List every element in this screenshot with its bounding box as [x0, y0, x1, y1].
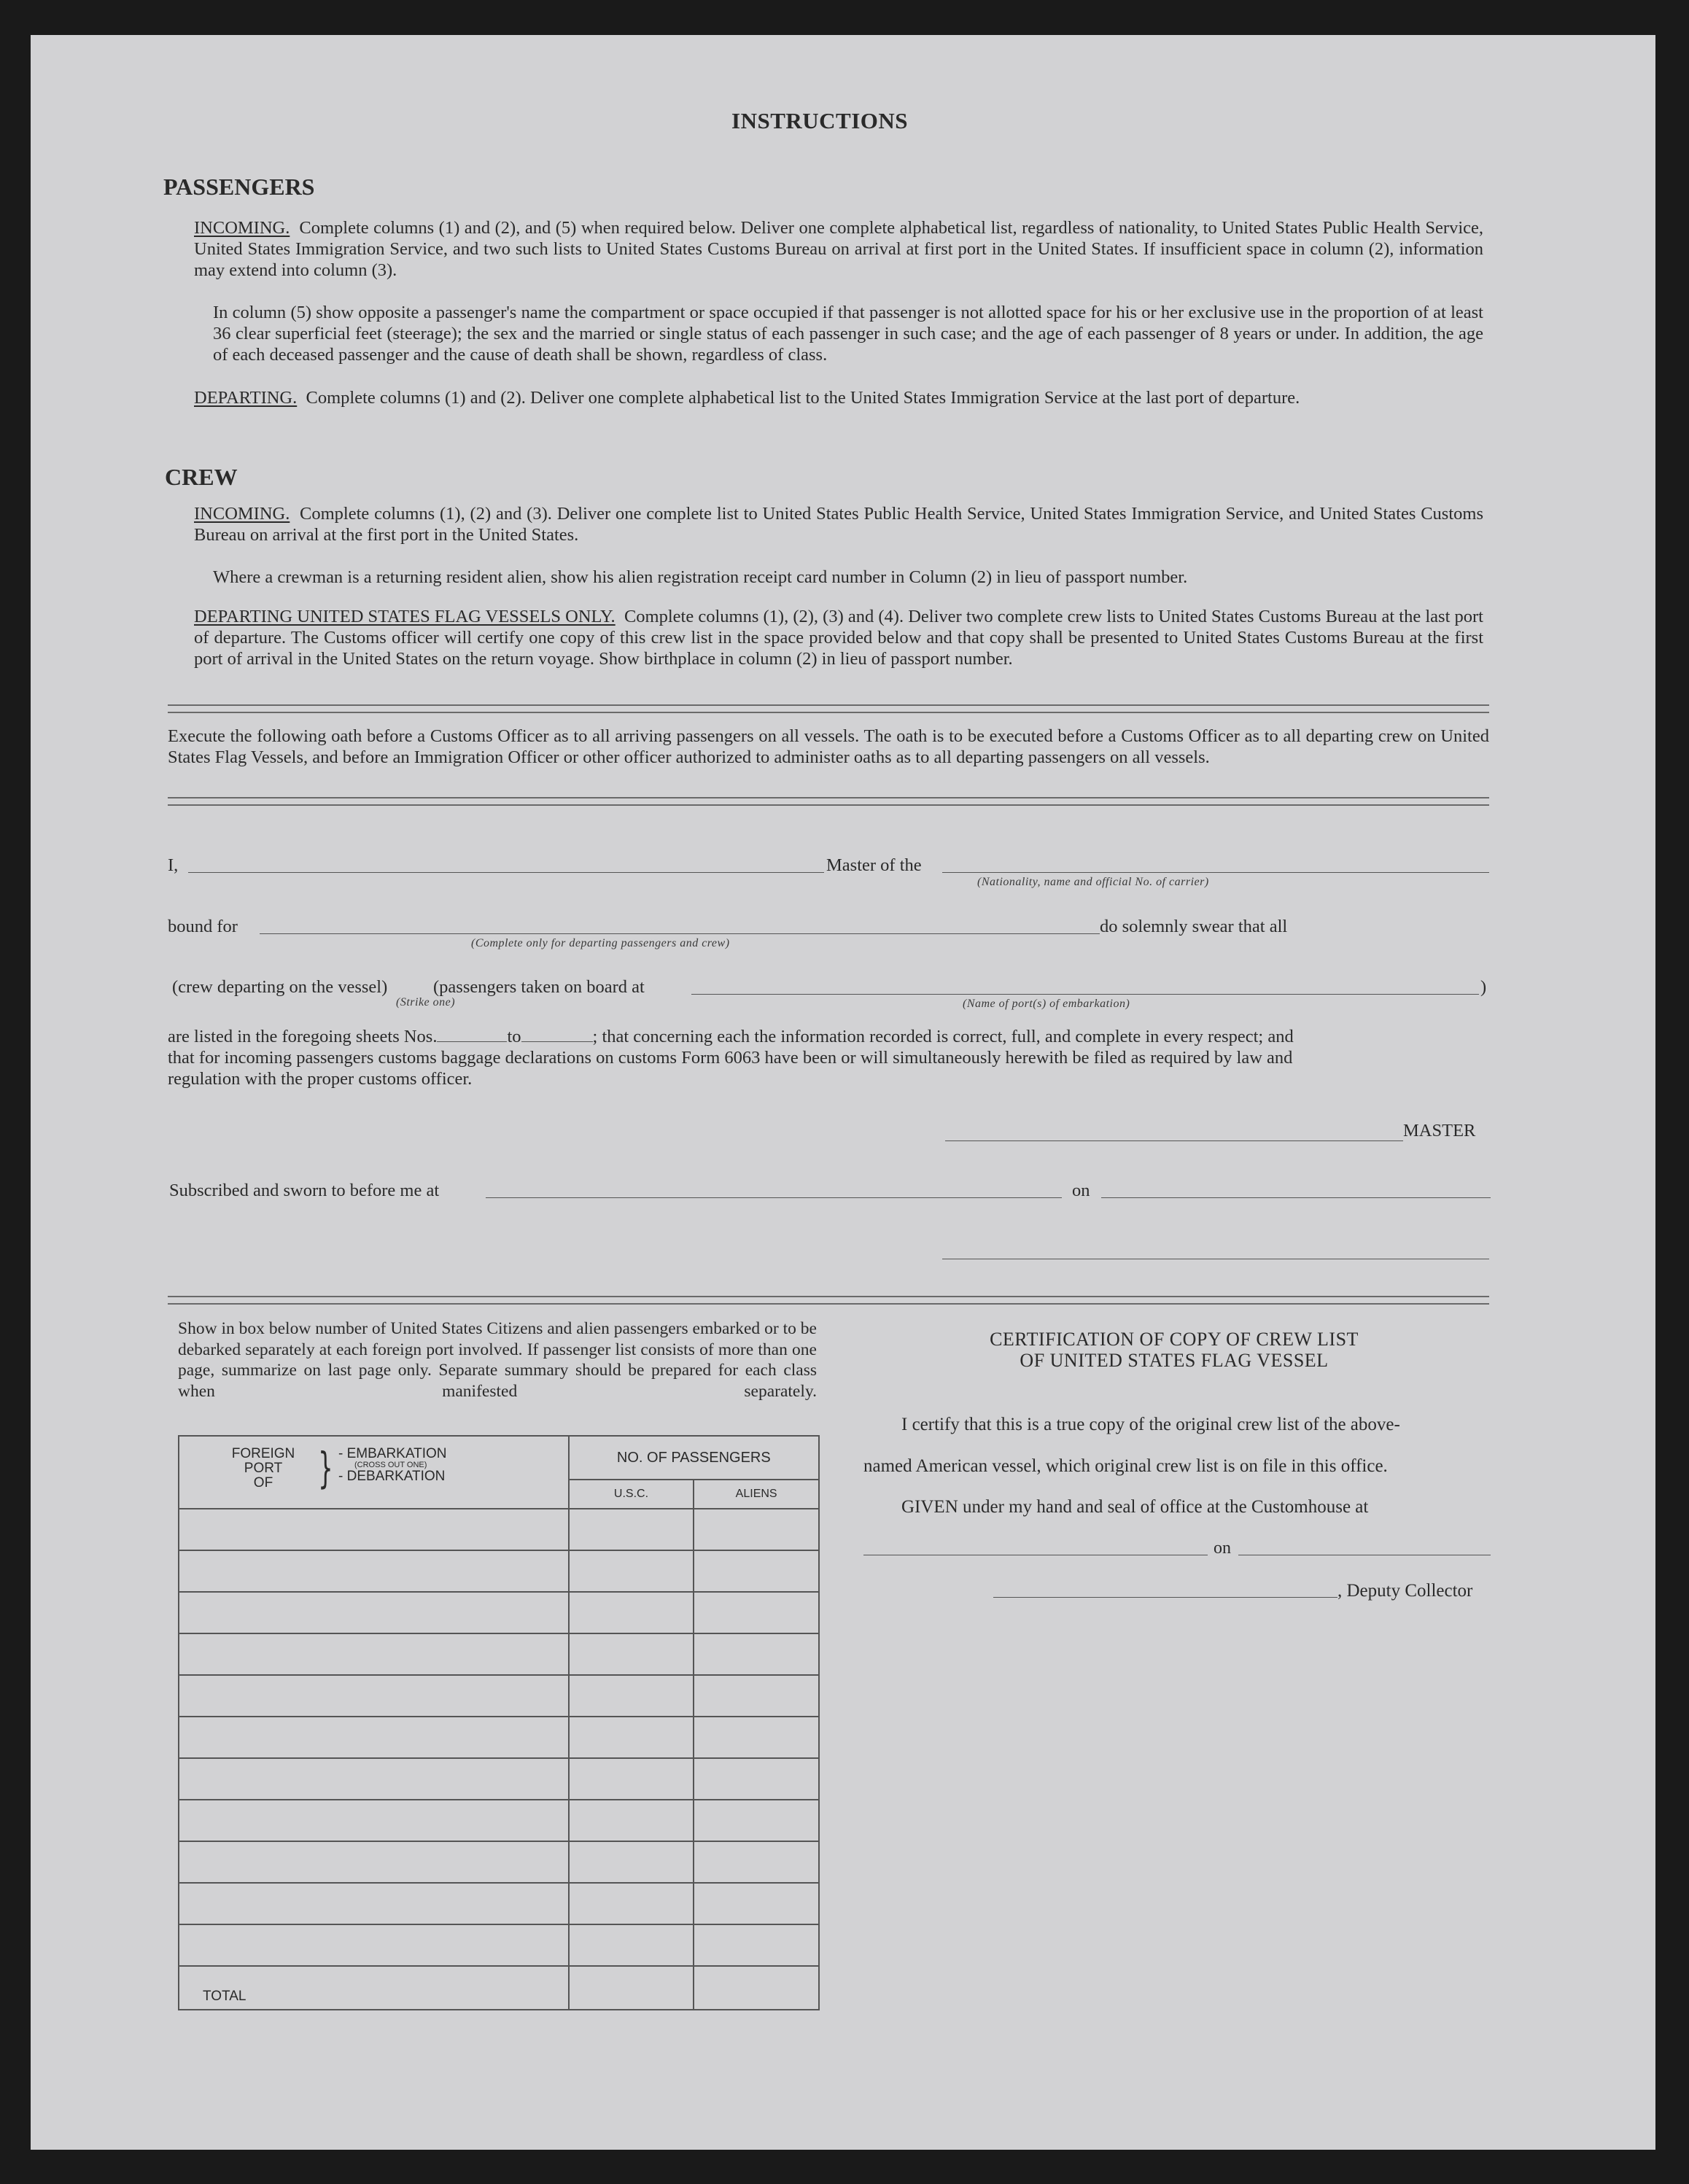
crew-departing-option[interactable]: (crew departing on the vessel): [172, 977, 388, 997]
sheets-text-a: are listed in the foregoing sheets Nos.: [168, 1027, 438, 1046]
table-row-port[interactable]: [179, 1717, 569, 1758]
total-usc[interactable]: [569, 1966, 694, 2010]
table-row-aliens[interactable]: [694, 1758, 819, 1800]
passengers-departing-paragraph: [194, 387, 1483, 408]
total-aliens[interactable]: [694, 1966, 819, 2010]
table-row-usc[interactable]: [569, 1633, 694, 1675]
carrier-field[interactable]: [942, 872, 1489, 873]
certification-title-line2: OF UNITED STATES FLAG VESSEL: [1020, 1350, 1329, 1371]
summary-instructions: Show in box below number of United States Citizens and alien passengers embarked or to be debarked separately at each foreign port involved. If passenger list consists of more than one page, summarize on last page only. Separate summary should be prepared for each class when manifested separately.: [178, 1319, 817, 1401]
passenger-summary-table: [178, 1435, 820, 2010]
table-row-usc[interactable]: [569, 1717, 694, 1758]
passengers-heading: PASSENGERS: [163, 174, 315, 200]
header-cross-out: (CROSS OUT ONE): [354, 1461, 427, 1469]
table-row-usc[interactable]: [569, 1550, 694, 1592]
do-solemnly-label: do solemnly swear that all: [1100, 917, 1288, 936]
bound-for-field[interactable]: [260, 933, 1100, 934]
execute-oath-paragraph: Execute the following oath before a Customs Officer as to all arriving passengers on all vessels. The oath is to be executed before a Customs Officer as to all departing crew on United States Flag Vessels, and before an Immigration Officer or other officer authorized to administer oaths as to all departing passengers on all vessels.: [168, 726, 1489, 767]
passengers-column5-paragraph: In column (5) show opposite a passenger's name the compartment or space occupied if that passenger is not allotted space for his or her exclusive use in the proportion of at least 36 clear superficial feet (steerage); the sex and the married or single status of each passenger in such case; and the age of each passenger of 8 years or under. In addition, the age of each deceased passenger and the cause of death shall be shown, regardless of class.: [213, 303, 1483, 365]
table-row-port[interactable]: [179, 1883, 569, 1924]
embarkation-port-field[interactable]: [691, 994, 1479, 995]
sheet-from-field[interactable]: [437, 1041, 507, 1042]
table-row-aliens[interactable]: [694, 1509, 819, 1550]
passengers-taken-option[interactable]: (passengers taken on board at: [433, 977, 645, 997]
sworn-date-field[interactable]: [1101, 1197, 1491, 1198]
bound-for-label: bound for: [168, 917, 238, 936]
header-aliens: ALIENS: [694, 1480, 819, 1509]
sheets-line: [168, 1027, 1294, 1047]
total-label: TOTAL: [179, 1966, 569, 2010]
header-no-passengers: NO. OF PASSENGERS: [569, 1436, 819, 1480]
complete-only-caption: (Complete only for departing passengers and crew): [471, 937, 730, 949]
header-of: OF: [253, 1475, 273, 1491]
table-row-port[interactable]: [179, 1675, 569, 1717]
table-row-aliens[interactable]: [694, 1924, 819, 1966]
certification-title: [868, 1329, 1480, 1371]
table-row-port[interactable]: [179, 1924, 569, 1966]
double-rule-divider: [168, 797, 1489, 806]
sworn-place-field[interactable]: [486, 1197, 1062, 1198]
header-embarkation: - EMBARKATION: [338, 1446, 447, 1461]
table-row-port[interactable]: [179, 1841, 569, 1883]
oath-i-label: I,: [168, 855, 179, 875]
master-label: MASTER: [1403, 1121, 1476, 1140]
table-row-aliens[interactable]: [694, 1717, 819, 1758]
table-row-aliens[interactable]: [694, 1633, 819, 1675]
table-row-aliens[interactable]: [694, 1675, 819, 1717]
table-row-usc[interactable]: [569, 1509, 694, 1550]
table-row-port[interactable]: [179, 1509, 569, 1550]
sheets-text-c: that for incoming passengers customs baggage declarations on customs Form 6063 have been or will simultaneously herewith be filed as required by law and: [168, 1048, 1293, 1068]
crew-departing-label: DEPARTING UNITED STATES FLAG VESSELS ONLY.: [194, 607, 616, 626]
table-row-usc[interactable]: [569, 1883, 694, 1924]
master-name-field[interactable]: [188, 872, 824, 873]
master-signature-field[interactable]: [945, 1140, 1403, 1141]
certification-title-line1: CERTIFICATION OF COPY OF CREW LIST: [990, 1329, 1359, 1350]
given-line: GIVEN under my hand and seal of office at the Customhouse at: [901, 1497, 1369, 1517]
crew-heading: CREW: [165, 464, 238, 490]
strike-one-caption: (Strike one): [396, 996, 456, 1009]
crew-incoming-label: INCOMING.: [194, 504, 290, 524]
table-row-aliens[interactable]: [694, 1883, 819, 1924]
double-rule-divider: [168, 704, 1489, 713]
crew-resident-paragraph: Where a crewman is a returning resident alien, show his alien registration receipt card number in Column (2) in lieu of passport number.: [213, 567, 1188, 587]
table-row-usc[interactable]: [569, 1800, 694, 1841]
table-row-port[interactable]: [179, 1633, 569, 1675]
table-row-aliens[interactable]: [694, 1550, 819, 1592]
certify-line1: I certify that this is a true copy of the original crew list of the above-: [901, 1415, 1400, 1434]
sheets-text-d: regulation with the proper customs officer.: [168, 1069, 473, 1089]
closing-paren: ): [1480, 977, 1487, 997]
sheet-to-field[interactable]: [521, 1041, 593, 1042]
deputy-collector-signature-field[interactable]: [993, 1597, 1337, 1598]
page-title: INSTRUCTIONS: [731, 108, 909, 133]
sheets-text-b: ; that concerning each the information recorded is correct, full, and complete in every respect; and: [592, 1027, 1294, 1046]
table-row-usc[interactable]: [569, 1841, 694, 1883]
crew-departing-paragraph: [194, 606, 1483, 669]
table-row-aliens[interactable]: [694, 1841, 819, 1883]
master-of-the-label: Master of the: [826, 855, 922, 875]
port-caption: (Name of port(s) of embarkation): [963, 998, 1130, 1010]
table-row-aliens[interactable]: [694, 1592, 819, 1633]
header-foreign: FOREIGN: [231, 1446, 295, 1461]
header-port: PORT: [244, 1461, 283, 1476]
table-row-usc[interactable]: [569, 1924, 694, 1966]
table-row-port[interactable]: [179, 1550, 569, 1592]
passengers-departing-label: DEPARTING.: [194, 388, 298, 408]
header-usc: U.S.C.: [569, 1480, 694, 1509]
double-rule-divider: [168, 1296, 1489, 1305]
foreign-port-header: [179, 1436, 569, 1509]
sworn-on-label: on: [1072, 1181, 1090, 1200]
table-row-port[interactable]: [179, 1758, 569, 1800]
table-row-port[interactable]: [179, 1592, 569, 1633]
crew-incoming-paragraph: [194, 503, 1483, 545]
table-row-usc[interactable]: [569, 1758, 694, 1800]
passengers-incoming-label: INCOMING.: [194, 218, 290, 238]
header-debarkation: - DEBARKATION: [338, 1469, 446, 1484]
passengers-incoming-paragraph: [194, 217, 1483, 281]
nationality-caption: (Nationality, name and official No. of carrier): [977, 876, 1209, 888]
passengers-departing-text: Complete columns (1) and (2). Deliver one complete alphabetical list to the United States Immigration Service at the last port of departure.: [306, 388, 1300, 408]
table-row-usc[interactable]: [569, 1675, 694, 1717]
passengers-incoming-text: Complete columns (1) and (2), and (5) when required below. Deliver one complete alphabetical list, regardless of nationality, to United States Public Health Service, United States Immigration Service, and two such lists to United States Customs Bureau on arrival at first port in the United States. If insufficient space in column (2), information may extend into column (3).: [194, 218, 1484, 280]
table-row-aliens[interactable]: [694, 1800, 819, 1841]
crew-incoming-text: Complete columns (1), (2) and (3). Deliver one complete list to United States Public Health Service, United States Immigration Service, and United States Customs Bureau on arrival at the first port in the United States.: [194, 504, 1483, 545]
sheets-to-label: to: [507, 1027, 521, 1046]
header-brace: }: [318, 1443, 333, 1493]
crew-departing-text: Complete columns (1), (2), (3) and (4). Deliver two complete crew lists to United States Customs Bureau at the last port of departure. The Customs officer will certify one copy of this crew list in the space provided below and that copy shall be presented to United States Customs Bureau at the first port of arrival in the United States on the return voyage. Show birthplace in column (2) in lieu of passport number.: [194, 607, 1483, 669]
certification-on-label: on: [1214, 1539, 1231, 1558]
certify-line2: named American vessel, which original crew list is on file in this office.: [863, 1456, 1388, 1476]
table-row-port[interactable]: [179, 1800, 569, 1841]
subscribed-label: Subscribed and sworn to before me at: [169, 1181, 440, 1200]
deputy-collector-label: , Deputy Collector: [1337, 1581, 1473, 1601]
table-row-usc[interactable]: [569, 1592, 694, 1633]
